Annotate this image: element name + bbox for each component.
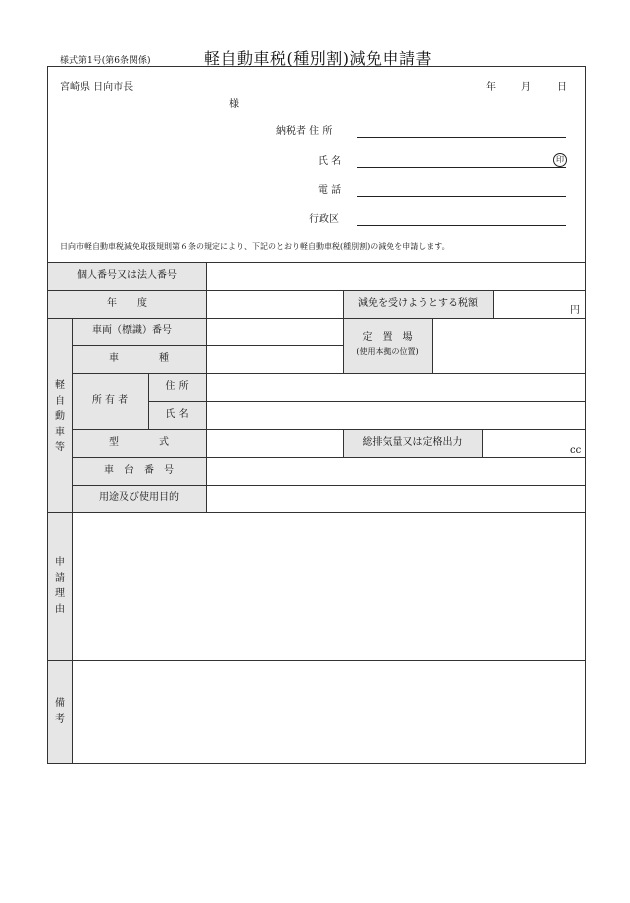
date-month: 月 <box>521 82 531 93</box>
usage-purpose-label: 用途及び使用目的 <box>99 492 179 503</box>
col-line <box>482 429 483 457</box>
row-line <box>47 318 586 319</box>
col-line <box>343 318 344 373</box>
name-label: 氏 名 <box>318 156 342 167</box>
district-label: 行政区 <box>309 214 339 225</box>
fiscal-year-label: 年 度 <box>107 298 147 309</box>
owner-name-label: 氏 名 <box>165 409 189 420</box>
fiscal-year-field[interactable] <box>207 291 342 317</box>
owner-address-label: 住 所 <box>165 381 189 392</box>
row-line <box>72 345 343 346</box>
owner-label: 所 有 者 <box>91 395 129 406</box>
model-label: 型 式 <box>109 437 169 448</box>
form-title: 軽自動車税(種別割)減免申請書 <box>204 49 432 68</box>
individual-number-label: 個人番号又は法人番号 <box>77 270 177 281</box>
recipient: 宮崎県 日向市長 <box>60 82 134 93</box>
cc-unit: cc <box>570 445 582 456</box>
row-line <box>72 373 586 374</box>
row-line <box>72 485 586 486</box>
vehicle-type-label: 車 種 <box>109 353 169 364</box>
phone-field[interactable] <box>357 196 566 197</box>
remarks-label: 備考 <box>55 698 65 725</box>
exemption-amount-label: 減免を受けようとする税額 <box>358 298 478 309</box>
statement: 日向市軽自動車税減免取扱規則第６条の規定により、下記のとおり軽自動車税(種別割)の減免を申請します。 <box>60 242 450 251</box>
phone-label: 電 話 <box>318 185 342 196</box>
date-year: 年 <box>486 82 496 93</box>
chassis-number-label: 車 台 番 号 <box>104 465 174 476</box>
vehicle-number-label: 車両（標識）番号 <box>92 325 172 336</box>
remarks-field[interactable] <box>73 661 585 762</box>
name-field[interactable] <box>357 167 566 168</box>
date-day: 日 <box>557 82 567 93</box>
reason-label: 申請理由 <box>55 557 65 615</box>
honorific: 様 <box>229 99 239 110</box>
displacement-label: 総排気量又は定格出力 <box>362 437 463 448</box>
reason-field[interactable] <box>73 513 585 659</box>
row-line <box>72 429 586 430</box>
label-bg <box>343 318 432 373</box>
district-field[interactable] <box>357 225 566 226</box>
taxpayer-address-label: 納税者 住 所 <box>276 126 333 137</box>
seal-mark: 印 <box>553 153 567 167</box>
storage-place-sublabel: (使用本拠の位置) <box>356 347 419 356</box>
form-number: 様式第1号(第6条関係) <box>60 56 151 66</box>
exemption-amount-field[interactable] <box>494 291 585 317</box>
col-line <box>432 318 433 373</box>
individual-number-field[interactable] <box>207 263 585 289</box>
vehicle-group-label: 軽自動車等 <box>55 380 65 453</box>
row-line <box>148 401 586 402</box>
taxpayer-address-field[interactable] <box>357 137 566 138</box>
storage-place-label: 定 置 場 <box>362 332 413 343</box>
yen-unit: 円 <box>570 305 580 316</box>
row-line <box>72 457 586 458</box>
